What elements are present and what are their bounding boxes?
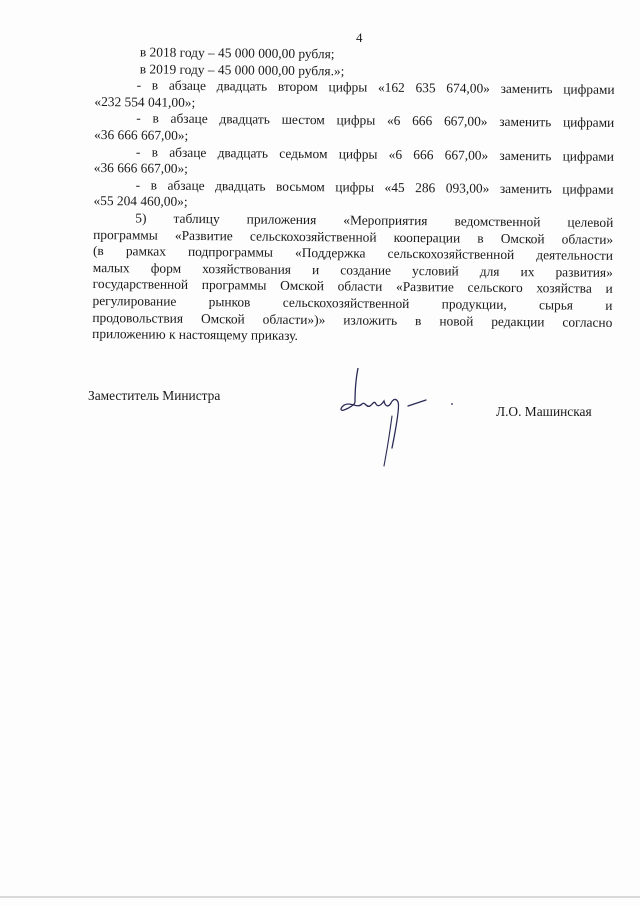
text-line: - в абзаце двадцать шестом цифры «6 666 667,00» заменить цифрами xyxy=(136,110,615,131)
text-line: в 2019 году – 45 000 000,00 рубля.»; xyxy=(139,61,345,78)
text-line: малых форм хозяйствования и создание условий для их развития» xyxy=(92,259,613,280)
text-line: в 2018 году – 45 000 000,00 рубля; xyxy=(139,44,335,62)
text-line: - в абзаце двадцать втором цифры «162 635 674,00» заменить цифрами xyxy=(136,77,615,98)
text-line: «36 666 667,00»; xyxy=(94,126,189,143)
text-line: приложению к настоящему приказу. xyxy=(92,326,299,344)
text-line: программы «Развитие сельскохозяйственной кооперации в Омской области» xyxy=(93,226,614,247)
handwritten-signature xyxy=(328,368,488,478)
text-line: продовольствия Омской области»)» изложить в новой редакции согласно xyxy=(92,309,613,330)
signer-name: Л.О. Машинская xyxy=(496,404,592,419)
text-line: 5) таблицу приложения «Мероприятия ведомственной целевой xyxy=(135,210,614,230)
text-line: (в рамках подпрограммы «Поддержка сельскохозяйственной деятельности xyxy=(92,243,614,264)
text-line: государственной программы Омской области «Развитие сельского хозяйства и xyxy=(92,276,613,297)
text-line: «36 666 667,00»; xyxy=(93,160,188,177)
text-line: - в абзаце двадцать седьмом цифры «6 666 667,00» заменить цифрами xyxy=(135,143,615,164)
text-line: «55 204 460,00»; xyxy=(93,193,188,210)
page-number: 4 xyxy=(356,30,363,45)
text-line: «232 554 041,00»; xyxy=(94,93,196,110)
signature-block xyxy=(88,386,618,476)
text-line: регулирование рынков сельскохозяйственной продукции, сырья и xyxy=(92,292,613,313)
scan-edge-divider xyxy=(0,896,640,898)
text-line: - в абзаце двадцать восьмом цифры «45 286 093,00» заменить цифрами xyxy=(135,177,614,197)
document-body xyxy=(92,44,615,348)
signer-position: Заместитель Министра xyxy=(88,388,221,403)
